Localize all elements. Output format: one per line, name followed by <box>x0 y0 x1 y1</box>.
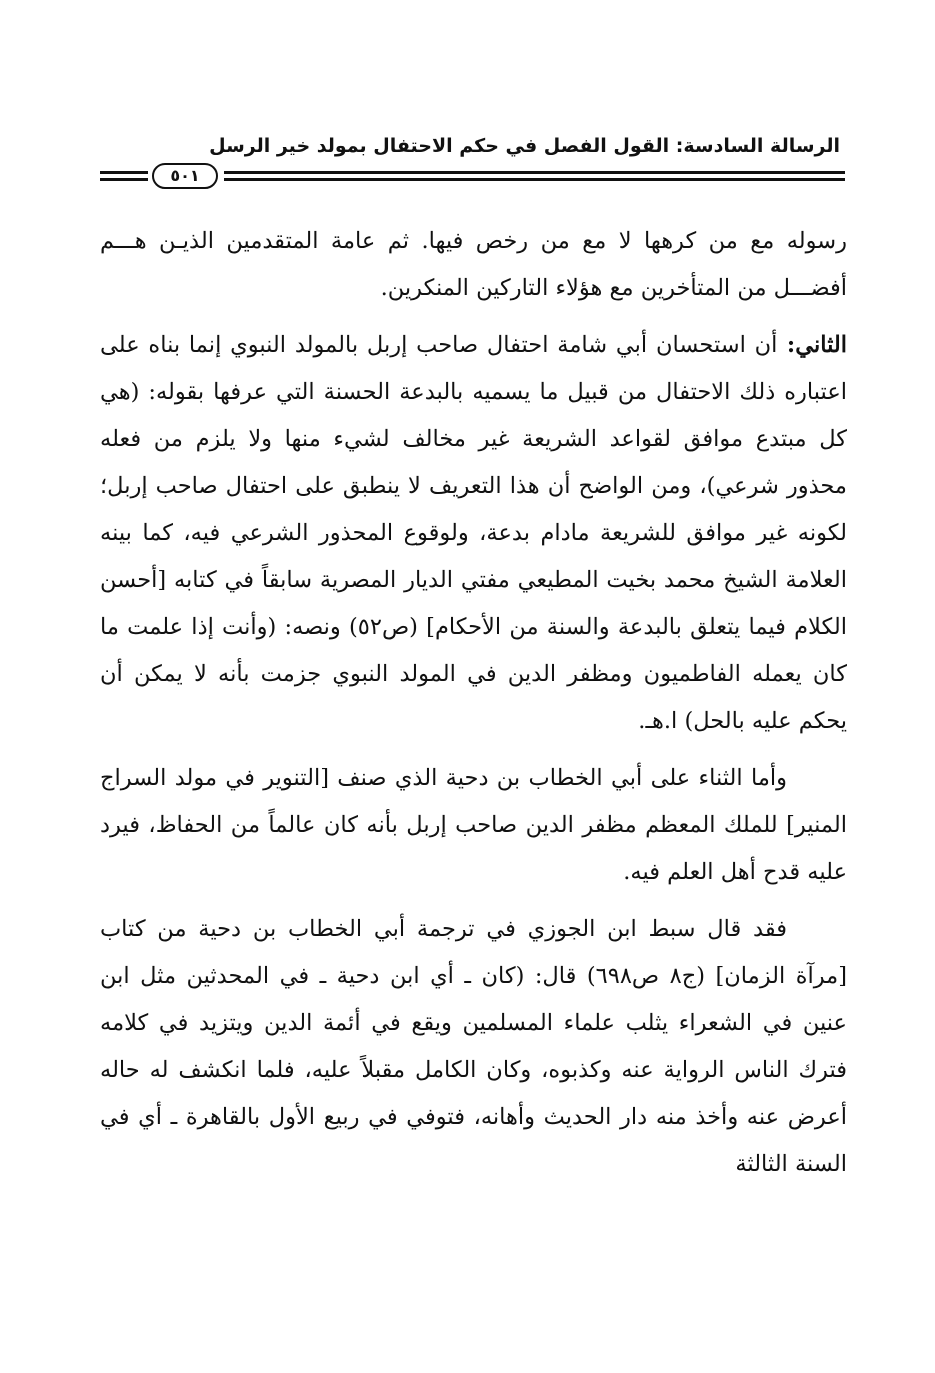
paragraph <box>100 218 847 312</box>
paragraph <box>100 755 847 896</box>
header-rule-right-line <box>224 171 845 181</box>
page-number: ٥٠١ <box>152 163 218 189</box>
paragraph <box>100 906 847 1188</box>
paragraph-text: أن استحسان أبي شامة احتفال صاحب إربل بالمولد النبوي إنما بناه على اعتباره ذلك الاحتفال من قبيل ما يسميه بالبدعة الحسنة التي عرفها بقوله: (هي كل مبتدع موافق لقواعد الشريعة غير مخالف لشيء منها ولا يلزم من فعله محذور شرعي)، ومن الواضح أن هذا التعريف لا ينطبق على احتفال صاحب إربل؛ لكونه غير موافق للشريعة مادام بدعة، ولوقوع المحذور الشرعي فيه، كما بينه العلامة الشيخ محمد بخيت المطيعي مفتي الديار المصرية سابقاً في كتابه [أحسن الكلام فيما يتعلق بالبدعة والسنة من الأحكام] (ص٥٢) ونصه: (وأنت إذا علمت ما كان يعمله الفاطميون ومظفر الدين في المولد النبوي جزمت بأنه لا يمكن أن يحكم عليه بالحل) ا.هـ. <box>100 332 847 734</box>
header-rule <box>100 163 845 189</box>
header-rule-left-line <box>100 171 148 181</box>
body-text <box>100 218 847 1188</box>
paragraph-lead: الثاني: <box>777 332 847 358</box>
paragraph-text: وأما الثناء على أبي الخطاب بن دحية الذي صنف [التنوير في مولد السراج المنير] للملك المعظم مظفر الدين صاحب إربل بأنه كان عالماً من الحفاظ، فيرد عليه قدح أهل العلم فيه. <box>100 765 847 885</box>
paragraph-text: فقد قال سبط ابن الجوزي في ترجمة أبي الخطاب بن دحية من كتاب [مرآة الزمان] (ج٨ ص٦٩٨) قال: (كان ـ أي ابن دحية ـ في المحدثين مثل ابن عنين في الشعراء يثلب علماء المسلمين ويقع في أئمة الدين ويتزيد في كلامه فترك الناس الرواية عنه وكذبوه، وكان الكامل مقبلاً عليه، فلما انكشف له حاله أعرض عنه وأخذ منه دار الحديث وأهانه، فتوفي في ربيع الأول بالقاهرة ـ أي في السنة الثالثة <box>100 916 847 1177</box>
paragraph <box>100 322 847 745</box>
running-title: الرسالة السادسة: القول الفصل في حكم الاحتفال بمولد خير الرسل <box>209 135 840 157</box>
paragraph-text: رسوله مع من كرهها لا مع من رخص فيها. ثم عامة المتقدمين الذيـن هـــم أفضـــل من المتأخرين مع هؤلاء التاركين المنكرين. <box>100 228 847 301</box>
